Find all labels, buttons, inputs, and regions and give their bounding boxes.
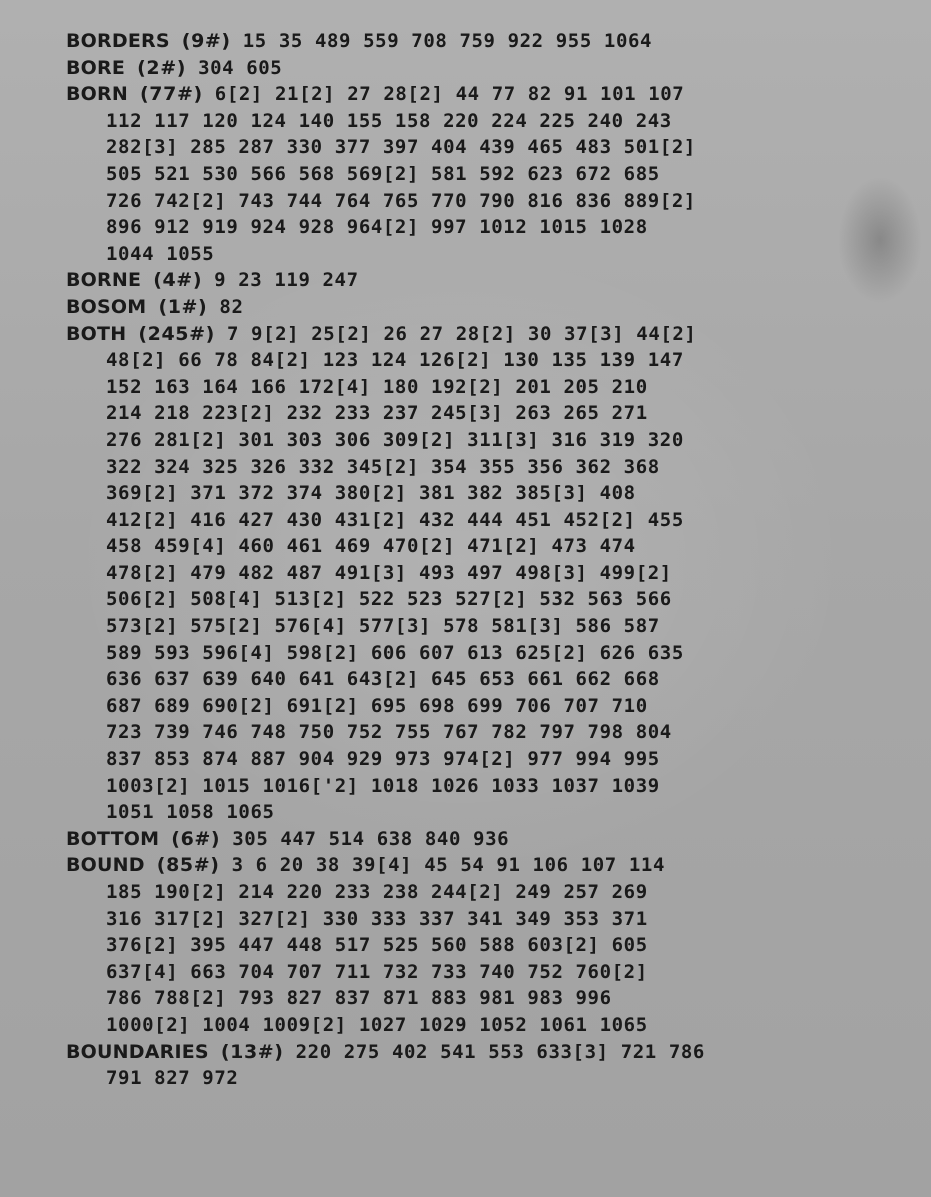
entry-count: (13#) [220, 1040, 284, 1063]
entry-continuation-line [66, 719, 826, 746]
entry-continuation-line [66, 906, 826, 933]
entry-page-refs: 896 912 919 924 928 964[2] 997 1012 1015 1028 [106, 216, 648, 239]
entry-page-refs: 3 6 20 38 39[4] 45 54 91 106 107 114 [231, 854, 665, 877]
entry-word: BOTTOM [66, 827, 160, 850]
entry-word: BOUND [66, 854, 145, 877]
entry-count: (2#) [137, 56, 187, 79]
entry-word: BORDERS [66, 30, 170, 52]
entry-continuation-line [66, 799, 826, 826]
entry-page-refs: 1044 1055 [106, 242, 215, 265]
entry-continuation-line [66, 427, 826, 454]
entry-first-line [66, 294, 826, 321]
entry-page-refs: 112 117 120 124 140 155 158 220 224 225 240 243 [106, 109, 672, 132]
entry-word: BORE [66, 56, 126, 79]
index-page [66, 28, 826, 1092]
entry-continuation-line [66, 613, 826, 640]
entry-page-refs: 376[2] 395 447 448 517 525 560 588 603[2] 605 [106, 934, 648, 957]
entry-count: (6#) [171, 827, 221, 850]
entry-page-refs: 506[2] 508[4] 513[2] 522 523 527[2] 532 563 566 [106, 588, 672, 611]
entry-continuation-line [66, 746, 826, 773]
entry-word: BOUNDARIES [66, 1040, 209, 1063]
entry-continuation-line [66, 454, 826, 481]
entry-continuation-line [66, 533, 826, 560]
entry-word: BOSOM [66, 295, 147, 318]
entry-continuation-line [66, 374, 826, 401]
entry-continuation-line [66, 241, 826, 268]
entry-page-refs: 82 [219, 295, 244, 318]
entry-page-refs: 636 637 639 640 641 643[2] 645 653 661 662 668 [106, 668, 660, 691]
entry-page-refs: 369[2] 371 372 374 380[2] 381 382 385[3] 408 [106, 482, 636, 505]
entry-page-refs: 305 447 514 638 840 936 [232, 827, 510, 850]
entry-page-refs: 505 521 530 566 568 569[2] 581 592 623 672 685 [106, 162, 660, 185]
entry-continuation-line [66, 693, 826, 720]
entry-page-refs: 458 459[4] 460 461 469 470[2] 471[2] 473 474 [106, 535, 636, 558]
entry-page-refs: 48[2] 66 78 84[2] 123 124 126[2] 130 135 139 147 [106, 349, 684, 372]
entry-continuation-line [66, 188, 826, 215]
entry-page-refs: 786 788[2] 793 827 837 871 883 981 983 996 [106, 987, 612, 1010]
entry-page-refs: 589 593 596[4] 598[2] 606 607 613 625[2] 626 635 [106, 641, 684, 664]
entry-page-refs: 6[2] 21[2] 27 28[2] 44 77 82 91 101 107 [214, 83, 685, 106]
entry-continuation-line [66, 347, 826, 374]
entry-page-refs: 1003[2] 1015 1016['2] 1018 1026 1033 1037 1039 [106, 774, 660, 797]
index-entry-borne [66, 267, 826, 294]
entry-continuation-line [66, 1012, 826, 1039]
entry-page-refs: 573[2] 575[2] 576[4] 577[3] 578 581[3] 586 587 [106, 615, 660, 638]
entry-page-refs: 687 689 690[2] 691[2] 695 698 699 706 707 710 [106, 694, 648, 717]
entry-page-refs: 304 605 [198, 56, 283, 79]
entry-page-refs: 9 23 119 247 [214, 269, 359, 292]
entry-first-line [66, 28, 826, 55]
entry-page-refs: 791 827 972 [106, 1067, 239, 1090]
entry-continuation-line [66, 932, 826, 959]
entry-page-refs: 412[2] 416 427 430 431[2] 432 444 451 452[2] 455 [106, 508, 684, 531]
entry-page-refs: 837 853 874 887 904 929 973 974[2] 977 994 995 [106, 748, 660, 771]
entry-continuation-line [66, 879, 826, 906]
entry-page-refs: 316 317[2] 327[2] 330 333 337 341 349 353 371 [106, 907, 648, 930]
entry-word: BORN [66, 83, 128, 106]
entry-page-refs: 322 324 325 326 332 345[2] 354 355 356 362 368 [106, 455, 660, 478]
entry-page-refs: 478[2] 479 482 487 491[3] 493 497 498[3] 499[2] [106, 561, 672, 584]
entry-continuation-line [66, 161, 826, 188]
index-entry-both [66, 321, 826, 826]
entry-word: BOTH [66, 322, 127, 345]
entry-page-refs: 1051 1058 1065 [106, 801, 275, 824]
entry-page-refs: 1000[2] 1004 1009[2] 1027 1029 1052 1061 1065 [106, 1013, 648, 1036]
entry-continuation-line [66, 214, 826, 241]
entry-count: (85#) [156, 854, 220, 877]
entry-page-refs: 214 218 223[2] 232 233 237 245[3] 263 265 271 [106, 402, 648, 425]
entry-continuation-line [66, 959, 826, 986]
entry-page-refs: 220 275 402 541 553 633[3] 721 786 [295, 1040, 705, 1063]
entry-first-line [66, 81, 826, 108]
entry-continuation-line [66, 507, 826, 534]
index-entry-born [66, 81, 826, 267]
entry-page-refs: 15 35 489 559 708 759 922 955 1064 [242, 30, 653, 52]
entry-count: (245#) [138, 322, 215, 345]
entry-first-line [66, 1039, 826, 1066]
entry-count: (77#) [140, 83, 203, 106]
entry-first-line [66, 55, 826, 82]
entry-page-refs: 723 739 746 748 750 752 755 767 782 797 798 804 [106, 721, 672, 744]
entry-count: (1#) [158, 295, 208, 318]
entry-page-refs: 276 281[2] 301 303 306 309[2] 311[3] 316 319 320 [106, 428, 684, 451]
entry-page-refs: 637[4] 663 704 707 711 732 733 740 752 760[2] [106, 960, 648, 983]
entry-page-refs: 185 190[2] 214 220 233 238 244[2] 249 257 269 [106, 881, 648, 903]
entry-first-line [66, 321, 826, 348]
entry-page-refs: 726 742[2] 743 744 764 765 770 790 816 836 889[2] [106, 189, 696, 212]
index-entry-bore [66, 55, 826, 82]
entry-count: (4#) [153, 269, 203, 292]
index-entry-bound [66, 852, 826, 1038]
entry-page-refs: 152 163 164 166 172[4] 180 192[2] 201 205 210 [106, 375, 648, 398]
index-entry-bosom [66, 294, 826, 321]
entry-first-line [66, 267, 826, 294]
entry-continuation-line [66, 773, 826, 800]
index-entry-borders [66, 28, 826, 55]
entry-page-refs: 282[3] 285 287 330 377 397 404 439 465 483 501[2] [106, 136, 696, 159]
entry-continuation-line [66, 108, 826, 135]
entry-first-line [66, 852, 826, 879]
entry-continuation-line [66, 400, 826, 427]
entry-count: (9#) [181, 30, 231, 52]
entry-continuation-line [66, 480, 826, 507]
entry-first-line [66, 826, 826, 853]
entry-continuation-line [66, 560, 826, 587]
index-entry-boundaries [66, 1039, 826, 1092]
entry-continuation-line [66, 1065, 826, 1092]
index-entry-bottom [66, 826, 826, 853]
entry-continuation-line [66, 134, 826, 161]
entry-continuation-line [66, 640, 826, 667]
entry-continuation-line [66, 985, 826, 1012]
entry-word: BORNE [66, 269, 142, 292]
entry-page-refs: 7 9[2] 25[2] 26 27 28[2] 30 37[3] 44[2] [226, 322, 697, 345]
entry-continuation-line [66, 586, 826, 613]
entry-continuation-line [66, 666, 826, 693]
